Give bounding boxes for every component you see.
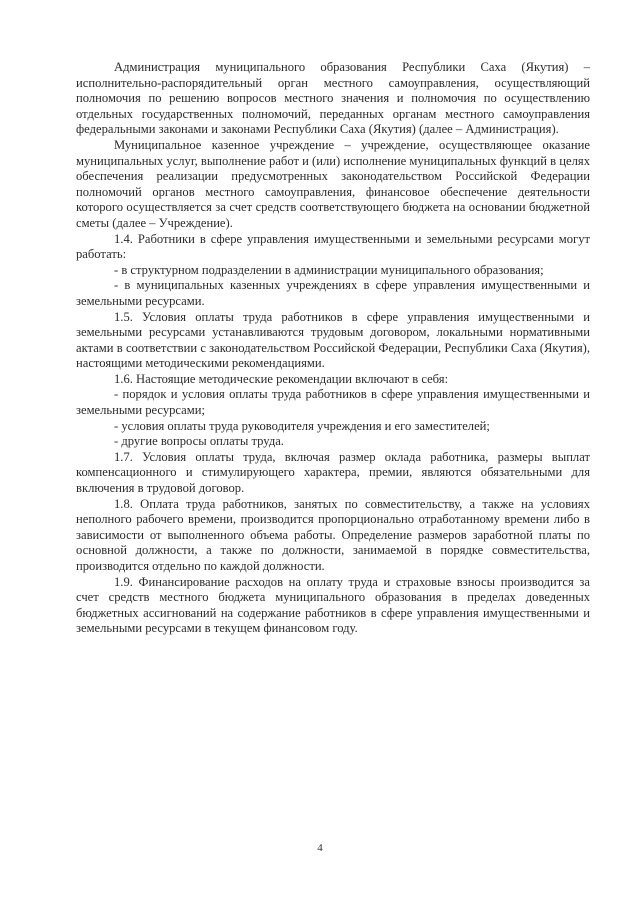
document-body <box>76 60 590 637</box>
paragraph-administration-definition: Администрация муниципального образования Республики Саха (Якутия) – исполнительно-распорядительный орган местного самоуправления, осуществляющий полномочия по решению вопросов местного значения и полномочия по осуществлению отдельных государственных полномочий, переданных органам местного самоуправления федеральными законами и законами Республики Саха (Якутия) (далее – Администрация). <box>76 60 590 137</box>
paragraph-1-7: 1.7. Условия оплаты труда, включая размер оклада работника, размеры выплат компенсационного и стимулирующего характера, премии, являются обязательными для включения в трудовой договор. <box>76 449 590 496</box>
paragraph-1-6: 1.6. Настоящие методические рекомендации включают в себя: <box>114 371 449 386</box>
page-number: 4 <box>317 842 323 854</box>
list-item-municipal-institutions: - в муниципальных казенных учреждениях в сфере управления имущественными и земельными ресурсами. <box>76 278 590 308</box>
paragraph-1-8: 1.8. Оплата труда работников, занятых по совместительству, а также на условиях неполного рабочего времени, производится пропорционально отработанному времени либо в зависимости от выполненного объема работы. Определение размеров заработной платы по основной должности, а также по должности, занимаемой в порядке совместительства, производится отдельно по каждой должности. <box>76 496 590 573</box>
list-item-head-pay-conditions: - условия оплаты труда руководителя учреждения и его заместителей; <box>114 418 490 433</box>
paragraph-1-4: 1.4. Работники в сфере управления имущественными и земельными ресурсами могут работать: <box>76 231 590 262</box>
list-item-structural-unit: - в структурном подразделении в администрации муниципального образования; <box>114 262 544 277</box>
list-item-pay-procedure: - порядок и условия оплаты труда работников в сфере управления имущественными и земельными ресурсами; <box>76 387 590 418</box>
paragraph-1-9: 1.9. Финансирование расходов на оплату труда и страховые взносы производится за счет средств местного бюджета муниципального образования в пределах доведенных бюджетных ассигнований на содержание работников в сфере управления имущественными и земельными ресурсами в текущем финансовом году. <box>76 574 590 636</box>
paragraph-1-5: 1.5. Условия оплаты труда работников в сфере управления имущественными и земельными ресурсами устанавливаются трудовым договором, локальными нормативными актами в соответствии с законодательством Российской Федерации, Республики Саха (Якутия), настоящими методическими рекомендациями. <box>76 309 590 371</box>
list-item-other-pay-questions: - другие вопросы оплаты труда. <box>114 434 284 449</box>
paragraph-institution-definition: Муниципальное казенное учреждение – учреждение, осуществляющее оказание муниципальных услуг, выполнение работ и (или) исполнение муниципальных функций в целях обеспечения реализации предусмотренных законодательством Российской Федерации полномочий органов местного самоуправления, финансовое обеспечение деятельности которого осуществляется за счет средств соответствующего бюджета на основании бюджетной сметы (далее – Учреждение). <box>76 137 590 230</box>
